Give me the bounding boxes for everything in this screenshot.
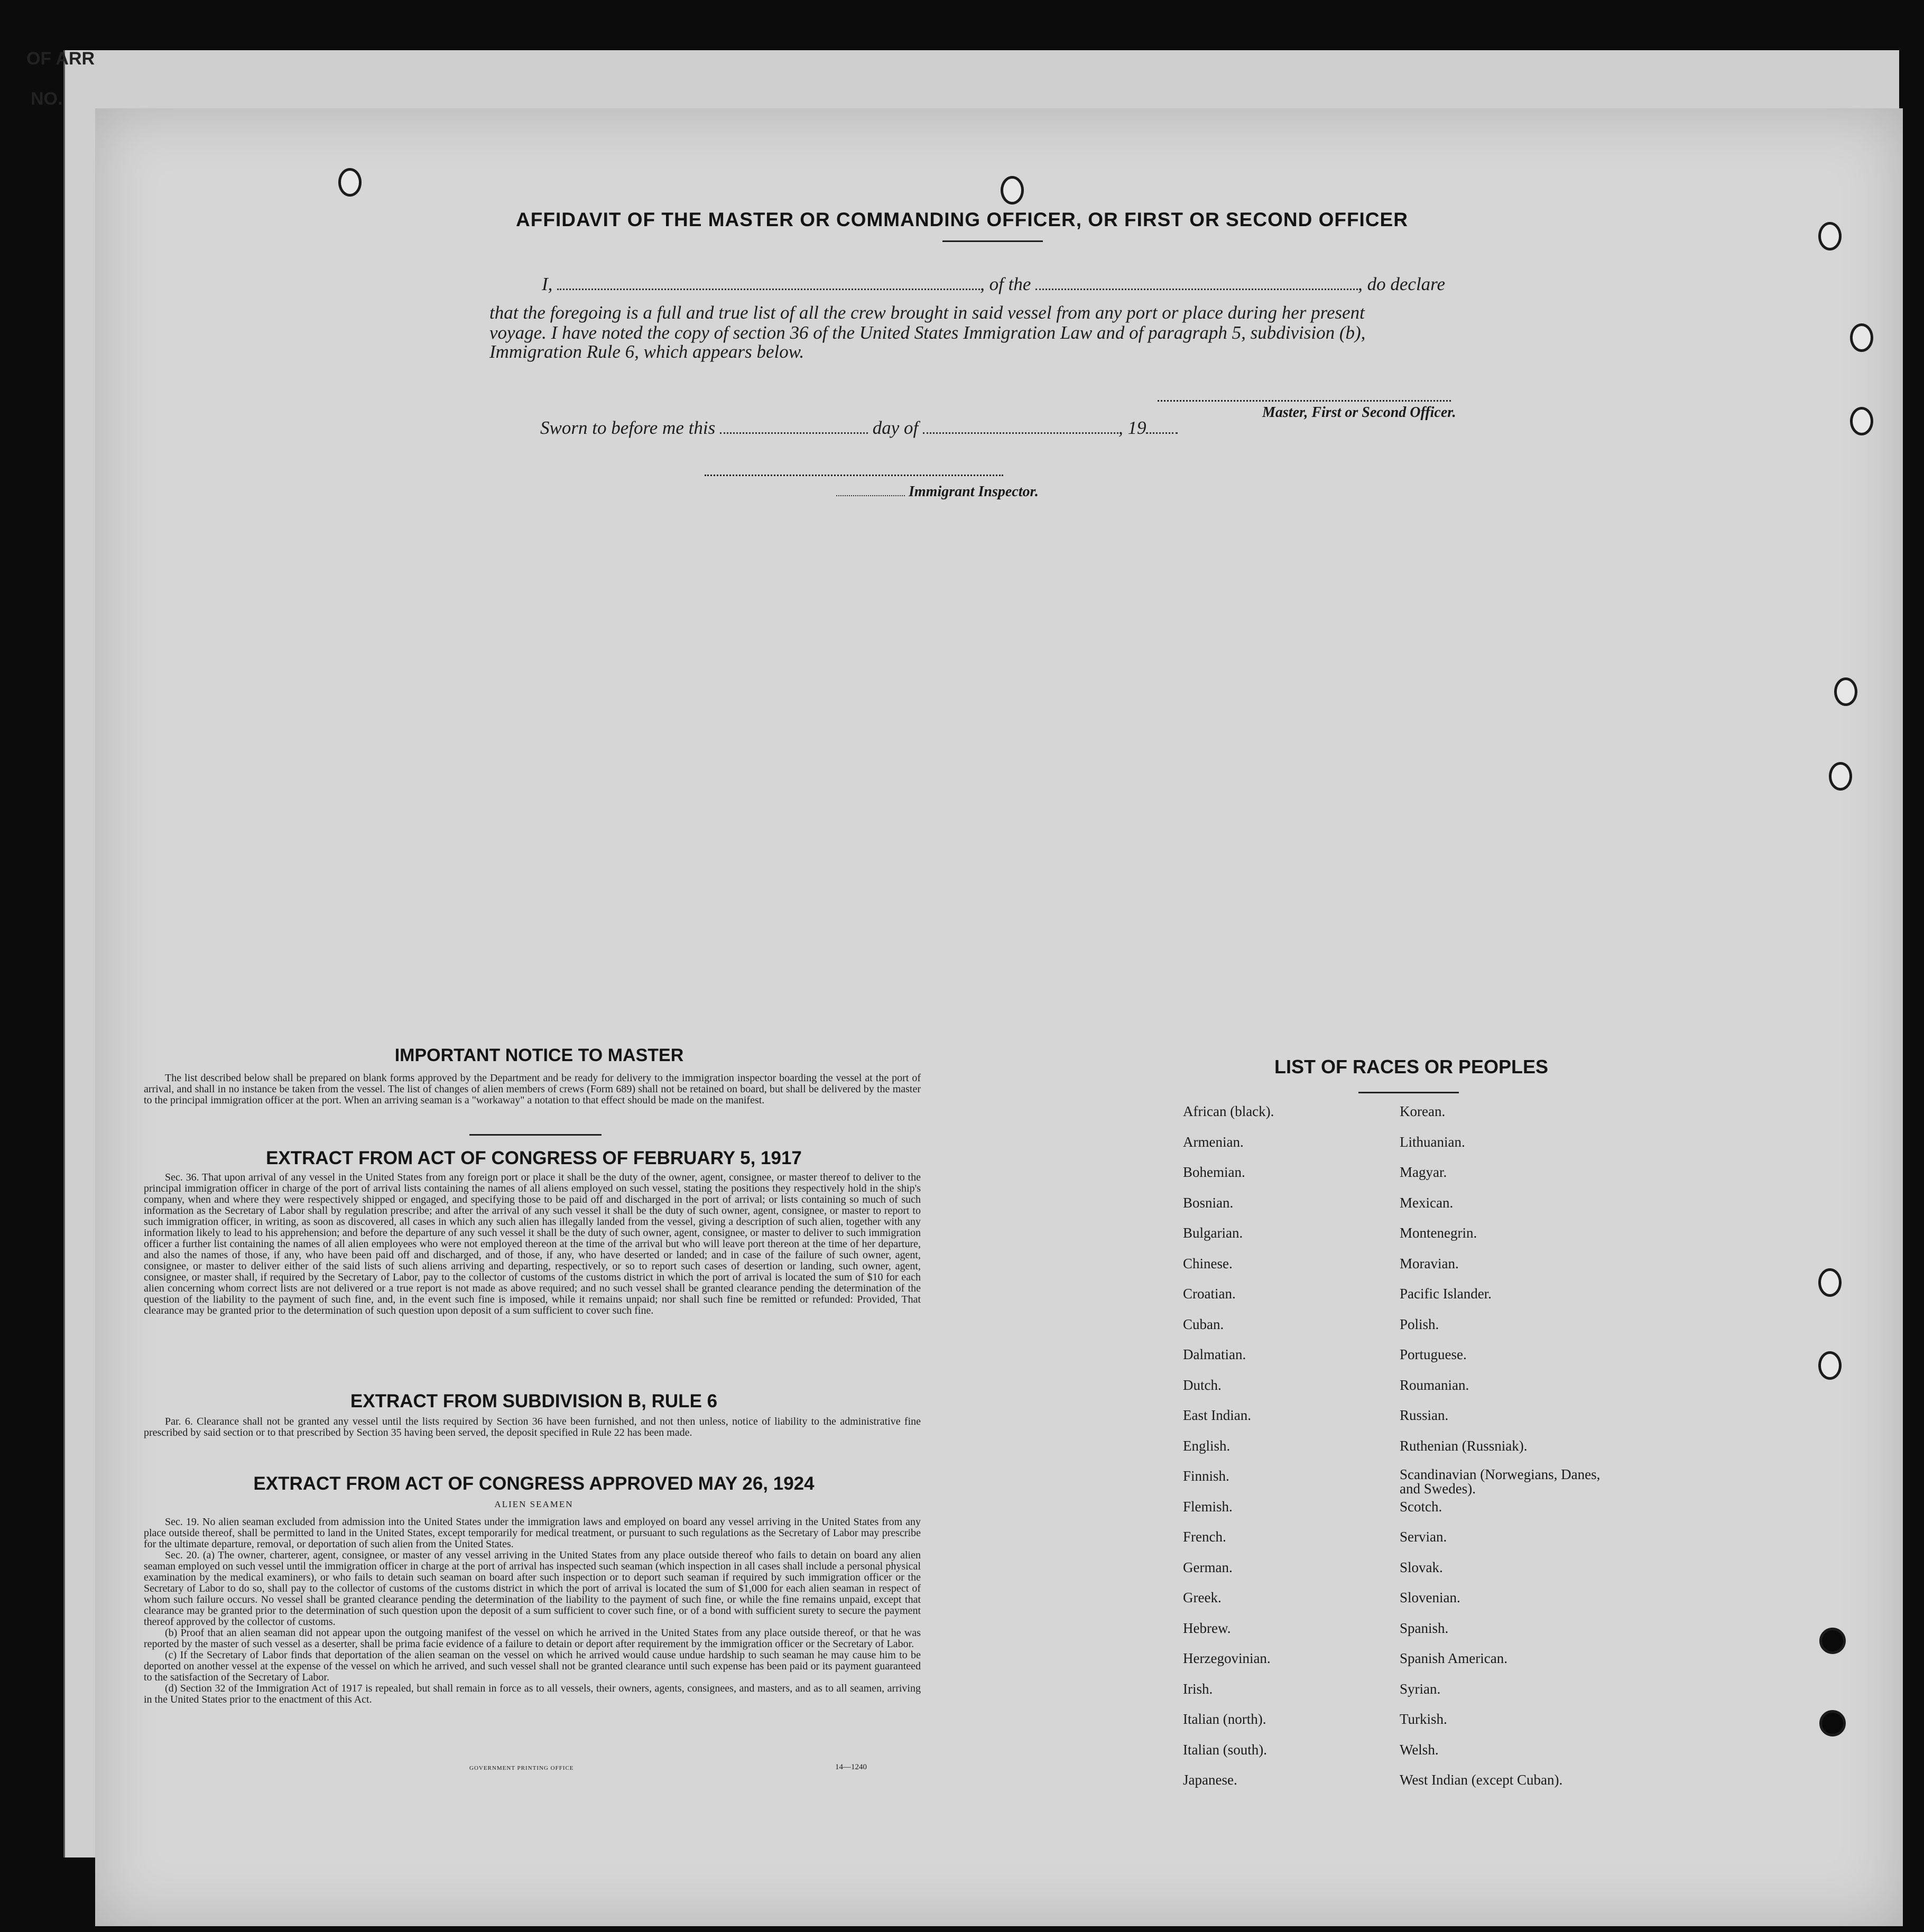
act-1924-sec-20b: (b) Proof that an alien seaman did not appear upon the outgoing manifest of the vessel on which he arrived in the United States from any place outside thereof, or that he was reported by the master of such vessel as a deserter, shall be prima facie evidence of a failure to detain or deport after requirement by the immigration officer or the Secretary of Labor. <box>144 1627 921 1650</box>
race-item: Dalmatian. <box>1183 1346 1246 1362</box>
races-column-1 <box>1183 1103 1373 1802</box>
race-item: Chinese. <box>1183 1255 1233 1271</box>
punch-hole-icon <box>1819 1710 1846 1736</box>
inspector-text: Immigrant Inspector. <box>909 484 1039 500</box>
affidavit-line-1 <box>542 274 1445 295</box>
race-item: Scotch. <box>1400 1498 1442 1515</box>
act-1924-sec-20a: Sec. 20. (a) The owner, charterer, agent, consignee, or master of any vessel arriving in the United States from any place outside thereof who fails to detain on board any alien seaman employed on such vessel until the immigration officer in charge at the port of arrival has inspected such seaman (which inspection in all cases shall include a personal physical examination by the medical examiners), or who fails to detain such seaman on board after such inspection or to deport such seaman if required by such immigration officer or the Secretary of Labor to do so, shall pay to the collector of customs of the customs district in which the port of arrival is located the sum of $1,000 for each alien seaman in respect of whom such failure occurs. No vessel shall be granted clearance pending the determination of the liability to the payment of such fine, or while the fine remains unpaid, except that clearance may be granted prior to the determination of such question upon the deposit of a sum sufficient to cover such fine, or of a bond with sufficient surety to secure the payment thereof approved by the collector of customs. <box>144 1549 921 1628</box>
master-signature-label: Master, First or Second Officer. <box>1262 404 1456 421</box>
race-item: Servian. <box>1400 1529 1447 1545</box>
race-item: Roumanian. <box>1400 1377 1469 1393</box>
race-item: Slovenian. <box>1400 1590 1460 1605</box>
act-1917-title: EXTRACT FROM ACT OF CONGRESS OF FEBRUARY 5, 1917 <box>266 1148 802 1168</box>
race-item: Pacific Islander. <box>1400 1286 1492 1302</box>
rule-6-title: EXTRACT FROM SUBDIVISION B, RULE 6 <box>350 1391 718 1411</box>
race-item: Portuguese. <box>1400 1346 1467 1362</box>
notice-paragraph: The list described below shall be prepared on blank forms approved by the Department and be ready for delivery to the immigration inspector boarding the vessel at the port of arrival, and shall in no instance be taken from the vessel. The list of changes of alien members of crews (Form 689) shall not be retained on board, but shall be delivered by the master to the principal immigration officer at the port. When an arriving seaman is a "workaway" a notation to that effect should be made on the manifest. <box>144 1072 921 1106</box>
race-item: Montenegrin. <box>1400 1225 1477 1241</box>
punch-hole-icon <box>1829 762 1852 791</box>
affidavit-title: AFFIDAVIT OF THE MASTER OR COMMANDING OFFICER, OR FIRST OR SECOND OFFICER <box>516 209 1408 230</box>
race-item: Russian. <box>1400 1407 1449 1423</box>
race-item: Bosnian. <box>1183 1194 1234 1211</box>
race-item: Finnish. <box>1183 1468 1229 1484</box>
race-item: Dutch. <box>1183 1377 1222 1393</box>
race-item: Cuban. <box>1183 1316 1224 1332</box>
race-item: German. <box>1183 1559 1233 1575</box>
affidavit-line-3: voyage. I have noted the copy of section 36 of the United States Immigration Law and of paragraph 5, subdivision (b), <box>489 322 1366 343</box>
race-item: Armenian. <box>1183 1134 1244 1150</box>
act-1924-sec-20c: (c) If the Secretary of Labor finds that deportation of the alien seaman on the vessel on which he arrived would cause undue hardship to such seaman he may cause him to be deported on another vessel at the expense of the vessel on which he arrived, and such vessel shall not be granted clearance until such expense has been paid or its payment guaranteed to the satisfaction of the Secretary of Labor. <box>144 1649 921 1683</box>
race-item: Flemish. <box>1183 1498 1233 1515</box>
punch-hole-icon <box>1818 1351 1842 1380</box>
form-number: 14—1240 <box>835 1763 867 1771</box>
race-item: Polish. <box>1400 1316 1439 1332</box>
act-1924-sec-20d: (d) Section 32 of the Immigration Act of 1917 is repealed, but shall remain in force as to all vessels, their owners, agents, consignees, and masters, and as to all seamen, arriving in the United States prior to the enactment of this Act. <box>144 1683 921 1705</box>
act-1924-subtitle: ALIEN SEAMEN <box>494 1499 574 1509</box>
race-item: Spanish. <box>1400 1620 1449 1636</box>
name-field[interactable] <box>557 289 980 290</box>
margin-mark-number: NO. <box>31 89 63 109</box>
act-1924-sec-19: Sec. 19. No alien seaman excluded from admission into the United States under the immigration laws and employed on board any vessel arriving in the United States from any place outside thereof, shall be permitted to land in the United States, except temporarily for medical treatment, or pursuant to such regulations as the Secretary of Labor may prescribe for the ultimate departure, removal, or deportation of such alien from the United States. <box>144 1516 921 1550</box>
punch-hole-icon <box>1001 176 1024 205</box>
sworn-month-field[interactable] <box>923 432 1118 434</box>
race-item: Italian (north). <box>1183 1711 1266 1727</box>
title-rule <box>942 240 1043 242</box>
race-item: East Indian. <box>1183 1407 1251 1423</box>
race-item: Spanish American. <box>1400 1650 1507 1666</box>
notice-title: IMPORTANT NOTICE TO MASTER <box>394 1045 684 1065</box>
race-item: Hebrew. <box>1183 1620 1231 1636</box>
race-item: Bohemian. <box>1183 1164 1245 1180</box>
race-item: English. <box>1183 1437 1231 1454</box>
race-item: Slovak. <box>1400 1559 1443 1575</box>
master-signature-field[interactable] <box>1158 400 1451 402</box>
inspector-label <box>836 484 1039 500</box>
race-item: Croatian. <box>1183 1286 1236 1302</box>
inspector-dots <box>836 495 905 496</box>
rule-6-paragraph: Par. 6. Clearance shall not be granted any vessel until the lists required by Section 36 have been furnished, and not then unless, notice of liability to the administrative fine prescribed by said section or to that prescribed by Section 35 having been served, the deposit specified in Rule 22 has been made. <box>144 1416 921 1438</box>
race-item: Turkish. <box>1400 1711 1447 1727</box>
punch-hole-icon <box>1834 677 1857 706</box>
race-item: Korean. <box>1400 1103 1446 1119</box>
notice-text <box>144 1073 921 1106</box>
punch-hole-icon <box>1819 1628 1846 1654</box>
race-item: Welsh. <box>1400 1741 1439 1758</box>
notice-rule <box>469 1134 602 1136</box>
race-item: Lithuanian. <box>1400 1134 1465 1150</box>
affidavit-line-2: that the foregoing is a full and true list of all the crew brought in said vessel from any port or place during her present <box>489 302 1365 323</box>
race-item: Moravian. <box>1400 1255 1459 1271</box>
sworn-year-field[interactable] <box>1146 432 1178 434</box>
year-label: , 19 <box>1118 417 1146 438</box>
race-item: Greek. <box>1183 1590 1222 1605</box>
race-item: Irish. <box>1183 1680 1213 1697</box>
race-item: Scandinavian (Norwegians, Danes, and Swedes). <box>1400 1466 1601 1497</box>
sworn-day-field[interactable] <box>720 432 868 434</box>
races-column-2 <box>1400 1103 1611 1802</box>
race-item: Herzegovinian. <box>1183 1650 1271 1666</box>
race-item: Syrian. <box>1400 1680 1441 1697</box>
race-item: Japanese. <box>1183 1772 1237 1788</box>
day-of-label: day of <box>872 417 919 438</box>
race-item: French. <box>1183 1529 1226 1545</box>
act-1917-paragraph: Sec. 36. That upon arrival of any vessel in the United States from any foreign port or place it shall be the duty of the owner, agent, consignee, or master thereof to deliver to the principal immigration officer in charge of the port of arrival lists containing the names of all aliens employed on such vessel, stating the positions they respectively hold in the ship's company, when and where they were respectively shipped or engaged, and specifying those to be paid off and discharged in the port of arrival; or lists containing so much of such information as the Secretary of Labor shall by regulation prescribe; and after the arrival of any such vessel it shall be the duty of such owner, agent, consignee, or master to report to such immigration officer, in writing, as soon as discovered, all cases in which any such alien has illegally landed from the vessel, giving a description of such alien, together with any information likely to lead to his apprehension; and before the departure of any such vessel it shall be the duty of such owner, agent, consignee, or master to deliver to such immigration officer a further list containing the names of all alien employees who were not employed thereon at the time of the arrival but who will leave port thereon at the time of her departure, and also the names of those, if any, who have been paid off and discharged, and of those, if any, who have deserted or landed; and in case of the failure of such owner, agent, consignee, or master to deliver either of the said lists of such aliens arriving and departing, respectively, or so to report such cases of desertion or landing, such owner, agent, consignee, or master shall, if required by the Secretary of Labor, pay to the collector of customs of the customs district in which the port of arrival is located the sum of $10 for each alien concerning whom correct lists are not delivered or a true report is not made as above required; and no such vessel shall be granted clearance pending the determination of the question of the liability to the payment of such fine, and, in the event such fine is imposed, while it remains unpaid; nor shall such fine be remitted or refunded: Provided, That clearance may be granted prior to the determination of such question upon deposit of a sum sufficient to cover such fine. <box>144 1172 921 1316</box>
race-item: Ruthenian (Russniak). <box>1400 1437 1528 1454</box>
race-item: Bulgarian. <box>1183 1225 1243 1241</box>
act-1917-text <box>144 1172 921 1316</box>
punch-hole-icon <box>338 168 362 197</box>
sworn-label: Sworn to before me this <box>540 417 716 438</box>
vessel-field[interactable] <box>1035 289 1358 290</box>
race-item: West Indian (except Cuban). <box>1400 1772 1563 1788</box>
punch-hole-icon <box>1818 1268 1842 1297</box>
race-item: Magyar. <box>1400 1164 1447 1180</box>
punch-hole-icon <box>1850 323 1873 352</box>
act-1924-title: EXTRACT FROM ACT OF CONGRESS APPROVED MAY 26, 1924 <box>253 1473 815 1494</box>
printer-imprint: GOVERNMENT PRINTING OFFICE <box>469 1765 574 1771</box>
sworn-line <box>540 417 1178 439</box>
inspector-signature-field[interactable] <box>705 475 1003 476</box>
punch-hole-icon <box>1850 407 1873 435</box>
race-item: Mexican. <box>1400 1194 1454 1211</box>
race-item: Italian (south). <box>1183 1741 1267 1758</box>
affidavit-line-4: Immigration Rule 6, which appears below. <box>489 341 804 362</box>
race-item: African (black). <box>1183 1103 1274 1119</box>
rule-6-text <box>144 1416 921 1438</box>
margin-mark-arrival: OF ARR <box>26 49 95 69</box>
affidavit-i: I, <box>542 274 553 294</box>
affidavit-of-the: , of the <box>980 274 1031 294</box>
races-rule <box>1358 1092 1459 1093</box>
affidavit-do-declare: , do declare <box>1358 274 1446 294</box>
races-title: LIST OF RACES OR PEOPLES <box>1274 1056 1549 1078</box>
act-1924-text <box>144 1517 921 1705</box>
